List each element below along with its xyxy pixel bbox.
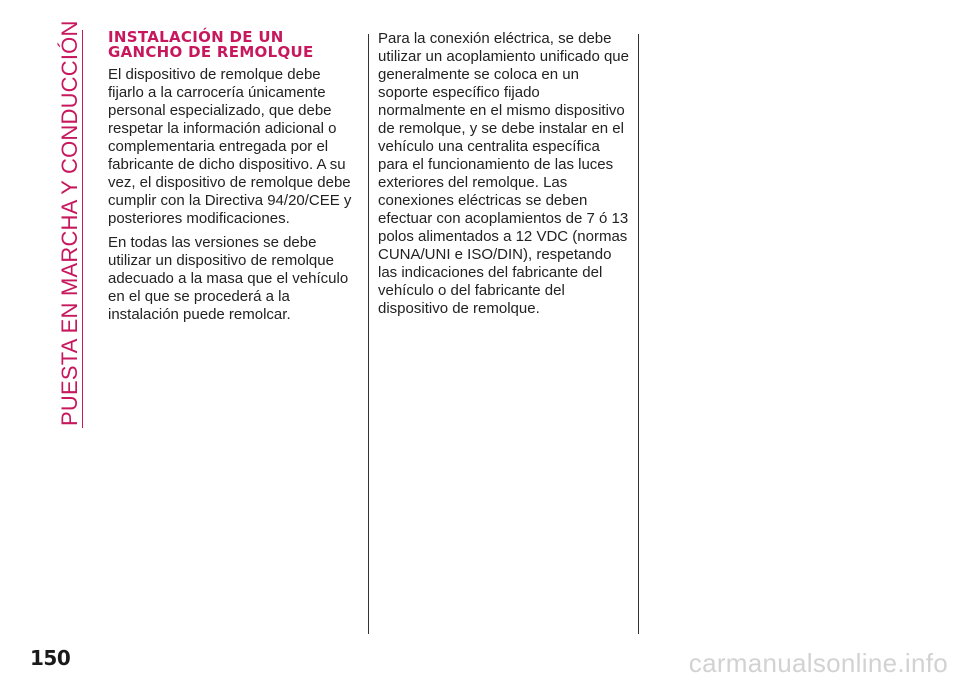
paragraph: En todas las versiones se debe utilizar un dispositivo de remolque adecuado a la masa que el vehículo en el que se procederá a la instalación puede remolcar. bbox=[108, 234, 349, 323]
left-column bbox=[108, 30, 360, 330]
paragraph: El dispositivo de remolque debe fijarlo a la carrocería únicamente personal especializado, que debe respetar la información adicional o complementaria entregada por el fabricante de dicho dispositivo. A su vez, el dispositivo de remolque debe cumplir con la Directiva 94/20/CEE y posteriores modificaciones. bbox=[108, 66, 352, 227]
column-divider-right bbox=[638, 34, 639, 634]
article-heading bbox=[108, 30, 360, 60]
section-title: PUESTA EN MARCHA Y CONDUCCIÓN bbox=[57, 20, 82, 426]
paragraph: Para la conexión eléctrica, se debe utilizar un acoplamiento unificado que generalmente se coloca en un soporte específico fijado normalmente en el mismo dispositivo de remolque, y se debe instalar en el vehículo una centralita específica para el funcionamiento de las luces exteriores del remolque. Las conexiones eléctricas se deben efectuar con acoplamientos de 7 ó 13 polos alimentados a 12 VDC (normas CUNA/UNI e ISO/DIN), respetando las indicaciones del fabricante del vehículo o del fabricante del dispositivo de remolque. bbox=[378, 30, 629, 317]
heading-line-1: INSTALACIÓN DE UN bbox=[108, 28, 284, 46]
page-number: 150 bbox=[30, 646, 71, 670]
column-divider-left bbox=[368, 34, 369, 634]
watermark: carmanualsonline.info bbox=[688, 648, 948, 678]
section-title-rule bbox=[82, 30, 83, 428]
heading-line-2: GANCHO DE REMOLQUE bbox=[108, 43, 314, 61]
right-column bbox=[378, 30, 630, 324]
